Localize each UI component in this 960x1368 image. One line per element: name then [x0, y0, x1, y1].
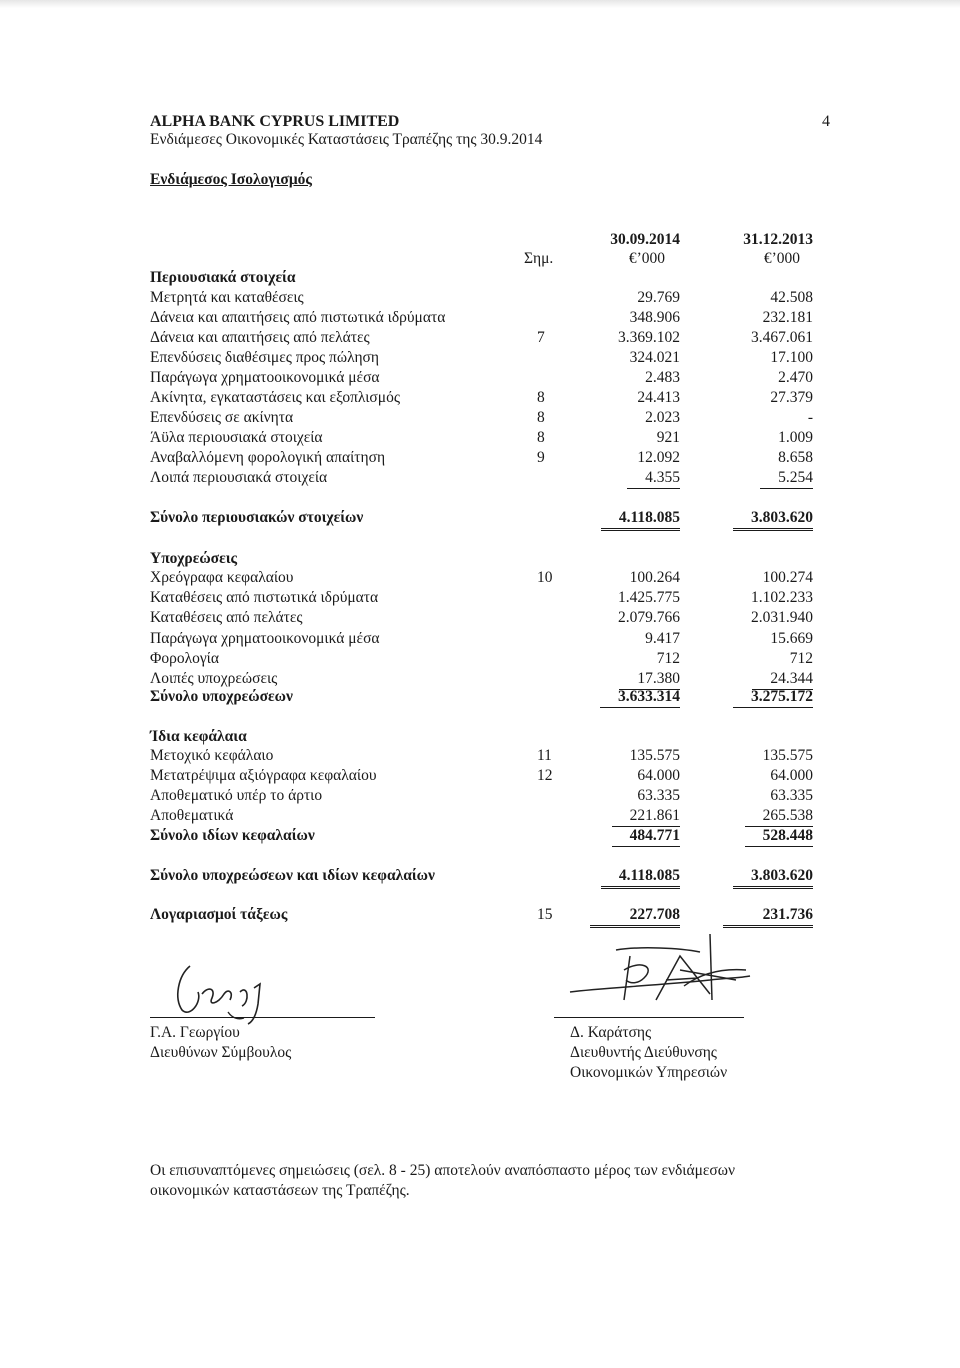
signatory-right-name: Δ. Καράτσης — [570, 1024, 652, 1041]
company-name: ALPHA BANK CYPRUS LIMITED — [150, 113, 400, 130]
report-subtitle: Ενδιάμεσες Οικονομικές Καταστάσεις Τραπέζης της 30.9.2014 — [150, 131, 543, 148]
assets-row-value-b: 3.467.061 — [751, 329, 813, 346]
assets-row-value-a: 3.369.102 — [618, 329, 680, 346]
liabilities-row-value-b: 2.031.940 — [751, 609, 813, 627]
liabilities-heading: Υποχρεώσεις — [150, 550, 238, 567]
liabilities-row-label: Παράγωγα χρηματοοικονομικά μέσα — [150, 629, 380, 647]
liabilities-row-value-b: 1.102.233 — [751, 589, 813, 607]
assets-row-value-a: 921 — [656, 429, 680, 446]
assets-row-value-b: - — [807, 409, 813, 426]
equity-row-value-a: 64.000 — [637, 767, 680, 784]
equity-row-value-a: 221.861 — [612, 807, 680, 827]
assets-row-label: Ακίνητα, εγκαταστάσεις και εξοπλισμός — [150, 389, 400, 406]
assets-row-value-a: 2.483 — [645, 369, 680, 386]
assets-total-label: Σύνολο περιουσιακών στοιχείων — [150, 509, 364, 526]
assets-row-value-b: 5.254 — [760, 469, 813, 489]
assets-row-value-a: 4.355 — [627, 469, 680, 489]
assets-row-label: Επενδύσεις διαθέσιμες προς πώληση — [150, 349, 380, 366]
signature-line-right — [554, 1017, 744, 1018]
equity-row-value-b: 265.538 — [745, 807, 813, 827]
assets-row-value-a: 324.021 — [629, 349, 680, 366]
column-header-period-b: 31.12.2013 — [743, 231, 813, 248]
assets-row-value-b: 2.470 — [778, 369, 813, 386]
assets-row-value-b: 17.100 — [770, 349, 813, 366]
liabilities-row-value-a: 100.264 — [629, 569, 680, 586]
assets-row-note: 9 — [537, 449, 545, 466]
column-unit-b: €’000 — [763, 250, 800, 267]
assets-row-label: Επενδύσεις σε ακίνητα — [150, 409, 294, 426]
grand-total-label: Σύνολο υποχρεώσεων και ιδίων κεφαλαίων — [150, 867, 435, 884]
signature-line-left — [150, 1017, 375, 1018]
liabilities-row-value-a: 712 — [656, 649, 680, 667]
assets-row-note: 7 — [537, 329, 545, 346]
liabilities-row-value-b: 15.669 — [770, 629, 813, 647]
assets-row-value-a: 348.906 — [629, 309, 680, 326]
equity-row-label: Μετοχικό κεφάλαιο — [150, 747, 274, 764]
column-header-note: Σημ. — [524, 250, 554, 267]
equity-row-label: Αποθεματικά — [150, 807, 234, 824]
assets-row-value-b: 42.508 — [770, 289, 813, 306]
liabilities-row-label: Καταθέσεις από πιστωτικά ιδρύματα — [150, 589, 379, 607]
assets-row-value-a: 2.023 — [645, 409, 680, 426]
equity-row-value-a: 135.575 — [629, 747, 680, 764]
assets-row-value-b: 27.379 — [770, 389, 813, 406]
assets-row-value-a: 24.413 — [637, 389, 680, 406]
signatory-right-title-1: Διευθυντής Διεύθυνσης — [570, 1044, 717, 1061]
assets-row-note: 8 — [537, 409, 545, 426]
equity-row-value-a: 63.335 — [637, 787, 680, 804]
equity-row-note: 12 — [537, 767, 553, 784]
footer-note-line-2: οικονομικών καταστάσεων της Τραπέζης. — [150, 1182, 410, 1199]
equity-row-value-b: 135.575 — [762, 747, 813, 764]
liabilities-row-value-a: 17.380 — [619, 670, 680, 690]
equity-row-label: Αποθεματικό υπέρ το άρτιο — [150, 787, 323, 804]
assets-row-note: 8 — [537, 389, 545, 406]
memo-accounts-a: 227.708 — [590, 906, 680, 928]
signature-right — [560, 930, 760, 1015]
memo-accounts-label: Λογαριασμοί τάξεως — [150, 906, 288, 923]
assets-row-label: Δάνεια και απαιτήσεις από πελάτες — [150, 329, 370, 346]
assets-row-label: Άϋλα περιουσιακά στοιχεία — [150, 429, 323, 446]
assets-row-note: 8 — [537, 429, 545, 446]
equity-total-label: Σύνολο ιδίων κεφαλαίων — [150, 827, 315, 844]
section-title: Ενδιάμεσος Ισολογισμός — [150, 171, 312, 188]
liabilities-row-value-a: 1.425.775 — [618, 589, 680, 607]
liabilities-row-label: Λοιπές υποχρεώσεις — [150, 670, 278, 687]
signatory-left-title: Διευθύνων Σύμβουλος — [150, 1044, 292, 1061]
liabilities-row-value-b: 24.344 — [752, 670, 813, 690]
assets-row-label: Αναβαλλόμενη φορολογική απαίτηση — [150, 449, 386, 466]
signatory-right-title-2: Οικονομικών Υπηρεσιών — [570, 1064, 728, 1081]
grand-total-b: 3.803.620 — [733, 867, 813, 889]
grand-total-a: 4.118.085 — [601, 867, 680, 889]
memo-accounts-note: 15 — [537, 906, 553, 923]
equity-row-value-b: 64.000 — [770, 767, 813, 784]
liabilities-row-label: Καταθέσεις από πελάτες — [150, 609, 303, 627]
column-header-period-a: 30.09.2014 — [610, 231, 680, 248]
equity-row-label: Μετατρέψιμα αξιόγραφα κεφαλαίου — [150, 767, 377, 784]
scan-top-edge — [0, 0, 960, 8]
memo-accounts-b: 231.736 — [723, 906, 813, 928]
liabilities-row-label: Χρεόγραφα κεφαλαίου — [150, 569, 294, 586]
equity-total-a: 484.771 — [612, 827, 680, 847]
liabilities-row-note: 10 — [537, 569, 553, 586]
liabilities-row-value-b: 100.274 — [762, 569, 813, 586]
liabilities-row-value-a: 2.079.766 — [618, 609, 680, 627]
liabilities-row-value-b: 712 — [789, 649, 813, 667]
liabilities-row-value-a: 9.417 — [645, 629, 680, 647]
equity-heading: Ίδια κεφάλαια — [150, 728, 247, 745]
assets-row-value-b: 232.181 — [762, 309, 813, 326]
equity-row-value-b: 63.335 — [770, 787, 813, 804]
assets-row-label: Λοιπά περιουσιακά στοιχεία — [150, 469, 328, 486]
assets-row-label: Μετρητά και καταθέσεις — [150, 289, 304, 306]
assets-row-label: Δάνεια και απαιτήσεις από πιστωτικά ιδρύματα — [150, 309, 446, 326]
liabilities-row-label: Φορολογία — [150, 649, 219, 667]
assets-heading: Περιουσιακά στοιχεία — [150, 269, 296, 286]
assets-row-value-b: 1.009 — [778, 429, 813, 446]
column-unit-a: €’000 — [628, 250, 665, 267]
assets-total-b: 3.803.620 — [733, 509, 813, 531]
assets-row-value-b: 8.658 — [778, 449, 813, 466]
footer-note-line-1: Οι επισυναπτόμενες σημειώσεις (σελ. 8 - 25) αποτελούν αναπόσπαστο μέρος των ενδιάμεσων — [150, 1162, 735, 1179]
liabilities-total-label: Σύνολο υποχρεώσεων — [150, 688, 293, 705]
signatory-left-name: Γ.Α. Γεωργίου — [150, 1024, 240, 1041]
equity-row-note: 11 — [537, 747, 552, 764]
assets-total-a: 4.118.085 — [601, 509, 680, 531]
liabilities-total-b: 3.275.172 — [733, 688, 813, 708]
assets-row-value-a: 12.092 — [637, 449, 680, 466]
assets-row-value-a: 29.769 — [637, 289, 680, 306]
page-number: 4 — [822, 113, 830, 130]
equity-total-b: 528.448 — [745, 827, 813, 847]
assets-row-label: Παράγωγα χρηματοοικονομικά μέσα — [150, 369, 380, 386]
liabilities-total-a: 3.633.314 — [600, 688, 680, 708]
